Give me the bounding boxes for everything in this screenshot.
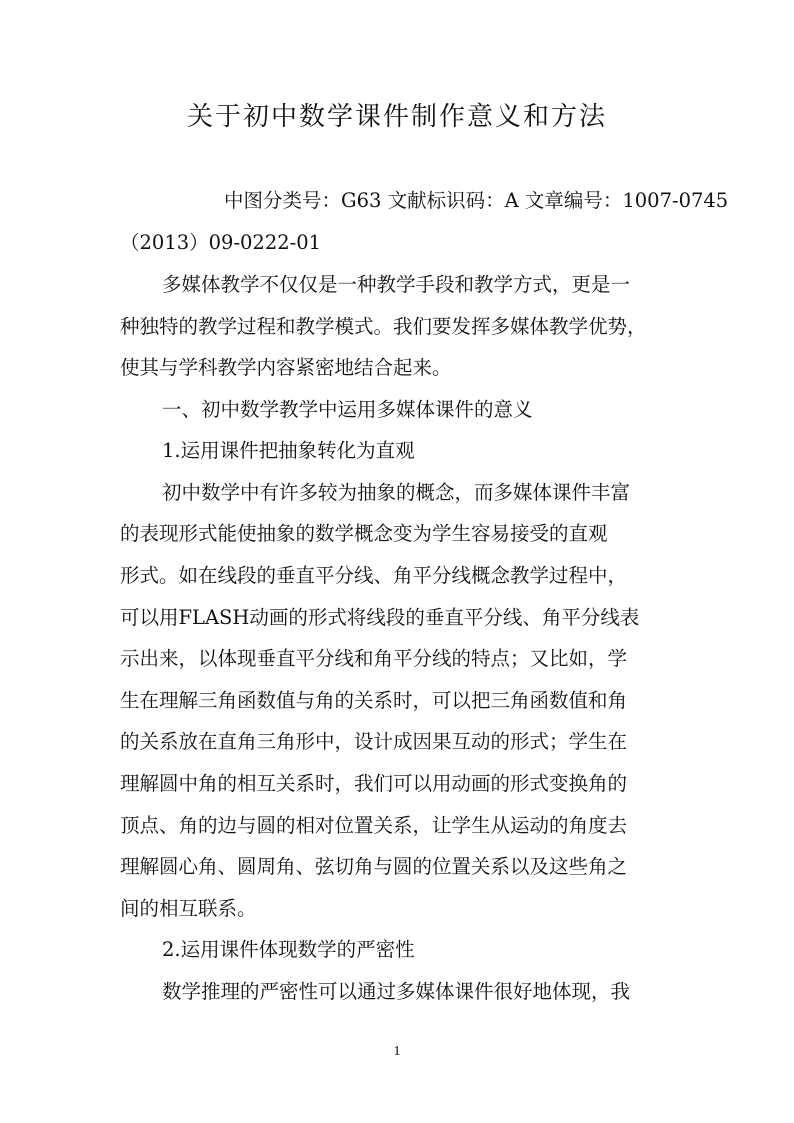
intro-line: 多媒体教学不仅仅是一种教学手段和教学方式，更是一 [162,273,631,296]
classification-line-1: 中图分类号：G63 文献标识码：A 文章编号：1007-0745 [224,189,729,212]
paragraph-line: 初中数学中有许多较为抽象的概念，而多媒体课件丰富 [162,481,631,504]
document-title: 关于初中数学课件制作意义和方法 [186,102,607,132]
classification-line-2: （2013）09-0222-01 [120,231,322,254]
subsection-heading: 1.运用课件把抽象转化为直观 [162,439,415,462]
paragraph-line: 的关系放在直角三角形中，设计成因果互动的形式；学生在 [120,730,628,753]
paragraph-line: 理解圆中角的相互关系时，我们可以用动画的形式变换角的 [120,772,628,795]
paragraph-line: 可以用FLASH动画的形式将线段的垂直平分线、角平分线表 [120,606,640,629]
paragraph-line: 的表现形式能使抽象的数学概念变为学生容易接受的直观 [120,522,608,545]
paragraph-line: 数学推理的严密性可以通过多媒体课件很好地体现，我 [162,980,631,1003]
paragraph-line: 形式。如在线段的垂直平分线、角平分线概念教学过程中， [120,564,628,587]
page-number: 1 [393,1044,401,1059]
paragraph-line: 顶点、角的边与圆的相对位置关系，让学生从运动的角度去 [120,814,628,837]
paragraph-line: 间的相互联系。 [120,897,257,920]
subsection-heading: 2.运用课件体现数学的严密性 [162,938,415,961]
paragraph-line: 示出来，以体现垂直平分线和角平分线的特点；又比如，学 [120,647,628,670]
section-heading: 一、初中数学教学中运用多媒体课件的意义 [162,398,533,421]
intro-line: 使其与学科教学内容紧密地结合起来。 [120,356,452,379]
intro-line: 种独特的教学过程和教学模式。我们要发挥多媒体教学优势， [120,315,647,338]
paragraph-line: 生在理解三角函数值与角的关系时，可以把三角函数值和角 [120,689,628,712]
paragraph-line: 理解圆心角、圆周角、弦切角与圆的位置关系以及这些角之 [120,855,628,878]
